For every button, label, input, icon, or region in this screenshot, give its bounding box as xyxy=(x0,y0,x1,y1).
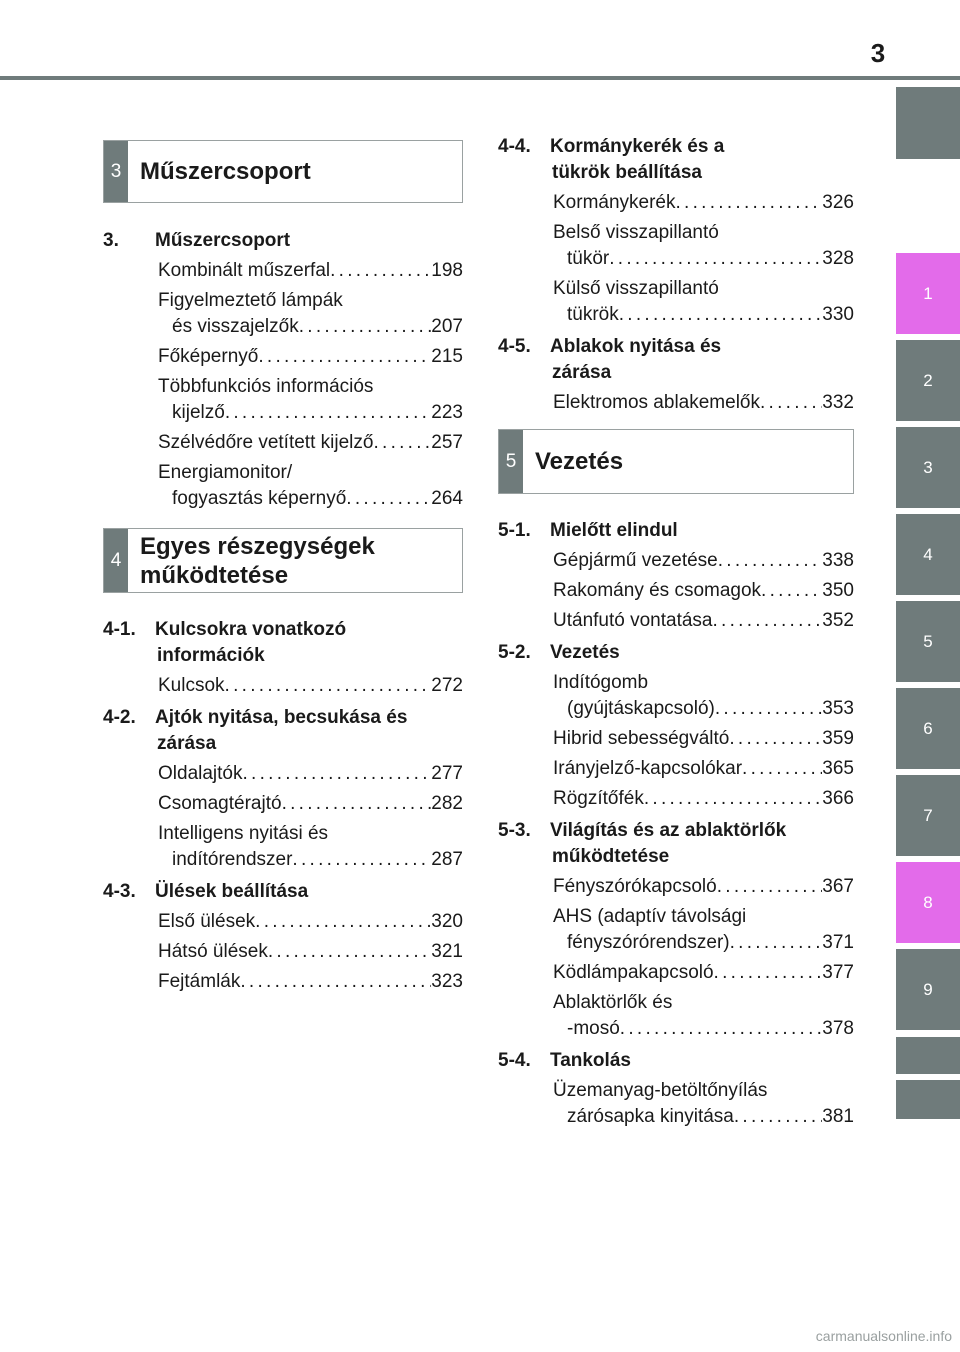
chapter-tab-8[interactable]: 8 xyxy=(896,862,960,943)
toc-entry[interactable] xyxy=(553,726,854,752)
toc-entry-label: Szélvédőre vetített kijelző xyxy=(158,432,374,453)
toc-group xyxy=(498,1048,854,1130)
section-number: 5 xyxy=(499,430,523,493)
tab-blank-lower xyxy=(896,1037,960,1074)
toc-leader-dots xyxy=(730,930,823,956)
toc-entry-page: 366 xyxy=(822,788,854,809)
toc-entry-label: Csomagtérajtó xyxy=(158,793,282,814)
toc-entry-row xyxy=(158,969,463,995)
toc-entry[interactable] xyxy=(553,960,854,986)
toc-entry-page: 287 xyxy=(431,849,463,870)
toc-leader-dots xyxy=(761,578,822,604)
toc-entry[interactable] xyxy=(553,190,854,216)
toc-entry-label: Utánfutó vontatása xyxy=(553,610,713,631)
toc-entry-row xyxy=(553,786,854,812)
toc-entry-label: kijelző xyxy=(172,402,225,423)
toc-group-title-line: tükrök beállítása xyxy=(552,162,702,183)
toc-group-number: 4-1. xyxy=(103,619,136,640)
toc-leader-dots xyxy=(346,486,431,512)
toc-entry-label: Kormánykerék xyxy=(553,192,676,213)
toc-entry-label: Oldalajtók xyxy=(158,763,243,784)
toc-entry[interactable] xyxy=(158,374,463,426)
toc-entry-page: 223 xyxy=(431,402,463,423)
section-number: 4 xyxy=(104,529,128,592)
left-column xyxy=(103,140,463,995)
toc-group-title-line: Kormánykerék és a xyxy=(550,136,725,157)
section-header-5[interactable] xyxy=(498,429,854,494)
toc-entry-page: 338 xyxy=(822,550,854,571)
toc-group-heading[interactable] xyxy=(103,879,463,905)
toc-entry-label: Ködlámpakapcsoló xyxy=(553,962,714,983)
toc-group-heading[interactable] xyxy=(498,1048,854,1074)
toc-group-heading[interactable] xyxy=(498,334,854,386)
toc-entry-page: 282 xyxy=(431,793,463,814)
toc-group-title-line: Műszercsoport xyxy=(155,230,291,251)
toc-group-title-line: információk xyxy=(157,645,265,666)
toc-leader-dots xyxy=(609,246,822,272)
toc-group xyxy=(103,705,463,873)
header-rule xyxy=(0,76,960,80)
toc-group-heading[interactable] xyxy=(498,134,854,186)
toc-group-title xyxy=(550,518,854,544)
toc-leader-dots xyxy=(619,302,823,328)
section-header-3[interactable] xyxy=(103,140,463,203)
toc-group-title-line: Ülések beállítása xyxy=(155,881,309,902)
toc-leader-dots xyxy=(243,761,432,787)
toc-entry-row xyxy=(158,314,463,340)
toc-entry[interactable] xyxy=(553,874,854,900)
toc-entry-label: Indítógomb xyxy=(553,672,649,693)
toc-group-number: 5-1. xyxy=(498,520,531,541)
toc-leader-dots xyxy=(717,874,823,900)
toc-entry-row xyxy=(553,756,854,782)
toc-entry-label: Gépjármű vezetése xyxy=(553,550,718,571)
toc-group-title-line: működtetése xyxy=(552,846,670,867)
toc-entry[interactable] xyxy=(158,344,463,370)
toc-entry-label: -mosó xyxy=(567,1018,620,1039)
toc-entry-row xyxy=(158,761,463,787)
toc-leader-dots xyxy=(742,756,822,782)
toc-entry-label: Figyelmeztető lámpák xyxy=(158,290,343,311)
toc-entry-page: 321 xyxy=(431,941,463,962)
right-column xyxy=(498,134,854,1130)
toc-entry-page: 381 xyxy=(822,1106,854,1127)
toc-entry[interactable] xyxy=(158,909,463,935)
toc-entry-label: Első ülések xyxy=(158,911,256,932)
toc-leader-dots xyxy=(373,430,431,456)
toc-leader-dots xyxy=(676,190,823,216)
toc-leader-dots xyxy=(330,258,431,284)
toc-entry-label: Intelligens nyitási és xyxy=(158,823,329,844)
toc-group-title-line: Vezetés xyxy=(550,642,620,663)
toc-entry[interactable] xyxy=(158,969,463,995)
toc-entry-label: indítórendszer xyxy=(172,849,293,870)
toc-group-title-line: zárása xyxy=(552,362,612,383)
toc-entry-page: 215 xyxy=(431,346,463,367)
toc-entry-row xyxy=(553,548,854,574)
toc-leader-dots xyxy=(225,400,431,426)
toc-entry-label: Külső visszapillantó xyxy=(553,278,719,299)
tab-blank-top xyxy=(896,87,960,159)
toc-entry[interactable] xyxy=(553,608,854,634)
toc-entry[interactable] xyxy=(553,220,854,272)
toc-leader-dots xyxy=(729,726,822,752)
toc-leader-dots xyxy=(255,909,431,935)
toc-group-title xyxy=(550,818,854,870)
toc-entry[interactable] xyxy=(158,460,463,512)
toc-entry[interactable] xyxy=(158,288,463,340)
toc-entry-page: 264 xyxy=(431,488,463,509)
toc-entry-label: fogyasztás képernyő xyxy=(172,488,347,509)
toc-entry-label: Energiamonitor/ xyxy=(158,462,293,483)
toc-entry-row xyxy=(553,726,854,752)
toc-entry-row xyxy=(158,673,463,699)
section-title: Vezetés xyxy=(535,448,624,475)
toc-entry-page: 207 xyxy=(431,316,463,337)
chapter-tab-7[interactable]: 7 xyxy=(896,775,960,856)
toc-entry[interactable] xyxy=(553,786,854,812)
toc-group-title-line: Mielőtt elindul xyxy=(550,520,678,541)
toc-entry-row xyxy=(553,696,854,722)
toc-entry[interactable] xyxy=(553,904,854,956)
toc-group-title-line: Világítás és az ablaktörlők xyxy=(550,820,787,841)
toc-group-title xyxy=(155,879,463,905)
toc-entry-label: AHS (adaptív távolsági xyxy=(553,906,747,927)
toc-group-title xyxy=(155,617,463,669)
toc-group-heading[interactable] xyxy=(498,518,854,544)
toc-leader-dots xyxy=(644,786,822,812)
toc-entry-page: 328 xyxy=(822,248,854,269)
chapter-tab-1[interactable]: 1 xyxy=(896,253,960,334)
toc-entry-label: és visszajelzők xyxy=(172,316,299,337)
toc-group-heading[interactable] xyxy=(103,617,463,669)
toc-entry[interactable] xyxy=(553,276,854,328)
toc-entry-row xyxy=(553,930,854,956)
toc-entry-row xyxy=(553,1104,854,1130)
toc-group xyxy=(498,518,854,634)
toc-entry-row xyxy=(553,960,854,986)
toc-leader-dots xyxy=(718,548,823,574)
toc-entry-row xyxy=(158,909,463,935)
toc-group-number: 4-5. xyxy=(498,336,531,357)
toc-entry-page: 353 xyxy=(822,698,854,719)
toc-entry-label: Üzemanyag-betöltőnyílás xyxy=(553,1080,768,1101)
toc-entry-page: 330 xyxy=(822,304,854,325)
toc-entry-page: 277 xyxy=(431,763,463,784)
section-title: Egyes részegységek működtetése xyxy=(140,532,375,589)
section-header-4[interactable] xyxy=(103,528,463,593)
toc-leader-dots xyxy=(292,847,431,873)
toc-group xyxy=(498,334,854,416)
toc-entry-page: 326 xyxy=(822,192,854,213)
toc-entry[interactable] xyxy=(158,761,463,787)
toc-entry-label: Elektromos ablakemelők xyxy=(553,392,760,413)
toc-entry-page: 272 xyxy=(431,675,463,696)
toc-entry-label: Fényszórókapcsoló xyxy=(553,876,717,897)
toc-entry-page: 377 xyxy=(822,962,854,983)
toc-entry[interactable] xyxy=(158,673,463,699)
toc-group-number: 5-2. xyxy=(498,642,531,663)
toc-entry-page: 371 xyxy=(822,932,854,953)
toc-group xyxy=(103,617,463,699)
toc-entry[interactable] xyxy=(553,756,854,782)
toc-leader-dots xyxy=(240,969,431,995)
toc-group-heading[interactable] xyxy=(103,705,463,757)
toc-entry-label: Rakomány és csomagok xyxy=(553,580,762,601)
toc-entry-label: zárósapka kinyitása xyxy=(567,1106,734,1127)
toc-entry[interactable] xyxy=(158,791,463,817)
toc-group xyxy=(498,818,854,1042)
chapter-tab-5[interactable]: 5 xyxy=(896,601,960,682)
toc-group-title xyxy=(550,134,854,186)
toc-entry-row xyxy=(158,258,463,284)
toc-entry[interactable] xyxy=(158,821,463,873)
toc-entry-label: tükör xyxy=(567,248,610,269)
toc-group xyxy=(103,879,463,995)
toc-leader-dots xyxy=(225,673,432,699)
toc-leader-dots xyxy=(713,608,823,634)
chapter-tab-6[interactable]: 6 xyxy=(896,688,960,769)
toc-entry-label: Irányjelző-kapcsolókar xyxy=(553,758,743,779)
toc-group-number: 5-3. xyxy=(498,820,531,841)
toc-entry-label: (gyújtáskapcsoló) xyxy=(567,698,715,719)
toc-leader-dots xyxy=(258,344,431,370)
toc-group-title xyxy=(550,640,854,666)
toc-entry-label: Belső visszapillantó xyxy=(553,222,719,243)
toc-entry[interactable] xyxy=(553,670,854,722)
toc-group-title-line: Ablakok nyitása és xyxy=(550,336,722,357)
toc-group xyxy=(498,134,854,328)
toc-entry-page: 352 xyxy=(822,610,854,631)
toc-entry-page: 359 xyxy=(822,728,854,749)
toc-entry-row xyxy=(158,847,463,873)
tab-blank-bottom xyxy=(896,1080,960,1119)
toc-entry-label: Főképernyő xyxy=(158,346,259,367)
toc-entry[interactable] xyxy=(158,258,463,284)
toc-entry-row xyxy=(553,246,854,272)
toc-entry[interactable] xyxy=(553,1078,854,1130)
toc-group-heading[interactable] xyxy=(103,228,463,254)
toc-entry-row xyxy=(158,400,463,426)
toc-group-title-line: zárása xyxy=(157,733,217,754)
toc-entry[interactable] xyxy=(553,990,854,1042)
toc-leader-dots xyxy=(299,314,432,340)
chapter-tab-4[interactable]: 4 xyxy=(896,514,960,595)
toc-group-title xyxy=(155,705,463,757)
toc-entry-label: Ablaktörlők és xyxy=(553,992,673,1013)
toc-entry-page: 350 xyxy=(822,580,854,601)
toc-leader-dots xyxy=(714,960,823,986)
toc-entry-page: 320 xyxy=(431,911,463,932)
toc-group-number: 4-2. xyxy=(103,707,136,728)
toc-entry-row xyxy=(553,302,854,328)
toc-group-title-line: Ajtók nyitása, becsukása és xyxy=(155,707,408,728)
toc-entry-row xyxy=(158,486,463,512)
toc-group xyxy=(103,228,463,512)
toc-group-heading[interactable] xyxy=(498,640,854,666)
toc-entry-label: Hátsó ülések xyxy=(158,941,268,962)
watermark: carmanualsonline.info xyxy=(815,1328,952,1344)
toc-group-title xyxy=(550,1048,854,1074)
toc-entry-page: 365 xyxy=(822,758,854,779)
toc-group-number: 4-3. xyxy=(103,881,136,902)
toc-entry[interactable] xyxy=(158,430,463,456)
toc-entry[interactable] xyxy=(553,390,854,416)
toc-entry-row xyxy=(553,608,854,634)
toc-group-heading[interactable] xyxy=(498,818,854,870)
toc-leader-dots xyxy=(282,791,432,817)
toc-group-number: 3. xyxy=(103,230,119,251)
toc-leader-dots xyxy=(734,1104,822,1130)
toc-entry-page: 367 xyxy=(822,876,854,897)
toc-group-number: 4-4. xyxy=(498,136,531,157)
toc-entry-page: 332 xyxy=(822,392,854,413)
page-number: 3 xyxy=(870,38,886,68)
toc-entry-label: Kulcsok xyxy=(158,675,225,696)
chapter-tab-9[interactable]: 9 xyxy=(896,949,960,1030)
toc-entry-label: Hibrid sebességváltó xyxy=(553,728,730,749)
toc-entry-row xyxy=(553,190,854,216)
toc-entry-label: tükrök xyxy=(567,304,619,325)
toc-entry[interactable] xyxy=(158,939,463,965)
toc-group-number: 5-4. xyxy=(498,1050,531,1071)
toc-leader-dots xyxy=(760,390,822,416)
section-number: 3 xyxy=(104,141,128,202)
toc-entry-label: Kombinált műszerfal xyxy=(158,260,331,281)
toc-group-title-line: Kulcsokra vonatkozó xyxy=(155,619,347,640)
toc-group xyxy=(498,640,854,812)
toc-entry-row xyxy=(553,1016,854,1042)
toc-entry-label: Többfunkciós információs xyxy=(158,376,374,397)
toc-entry-page: 198 xyxy=(431,260,463,281)
toc-leader-dots xyxy=(620,1016,823,1042)
toc-leader-dots xyxy=(268,939,431,965)
toc-entry-page: 257 xyxy=(431,432,463,453)
toc-entry-label: fényszórórendszer) xyxy=(567,932,730,953)
section-title: Műszercsoport xyxy=(140,158,311,185)
toc-leader-dots xyxy=(715,696,822,722)
toc-entry-row xyxy=(553,578,854,604)
toc-entry-row xyxy=(158,430,463,456)
toc-entry-row xyxy=(158,939,463,965)
toc-entry-label: Rögzítőfék xyxy=(553,788,644,809)
toc-entry-label: Fejtámlák xyxy=(158,971,241,992)
chapter-tab-3[interactable]: 3 xyxy=(896,427,960,508)
toc-entry-row xyxy=(553,874,854,900)
chapter-tab-2[interactable]: 2 xyxy=(896,340,960,421)
toc-entry-page: 323 xyxy=(431,971,463,992)
toc-entry-page: 378 xyxy=(822,1018,854,1039)
toc-group-title-line: Tankolás xyxy=(550,1050,631,1071)
toc-entry-row xyxy=(553,390,854,416)
toc-group-title xyxy=(550,334,854,386)
toc-entry-row xyxy=(158,791,463,817)
toc-entry[interactable] xyxy=(553,548,854,574)
toc-group-title xyxy=(155,228,463,254)
toc-entry[interactable] xyxy=(553,578,854,604)
toc-entry-row xyxy=(158,344,463,370)
